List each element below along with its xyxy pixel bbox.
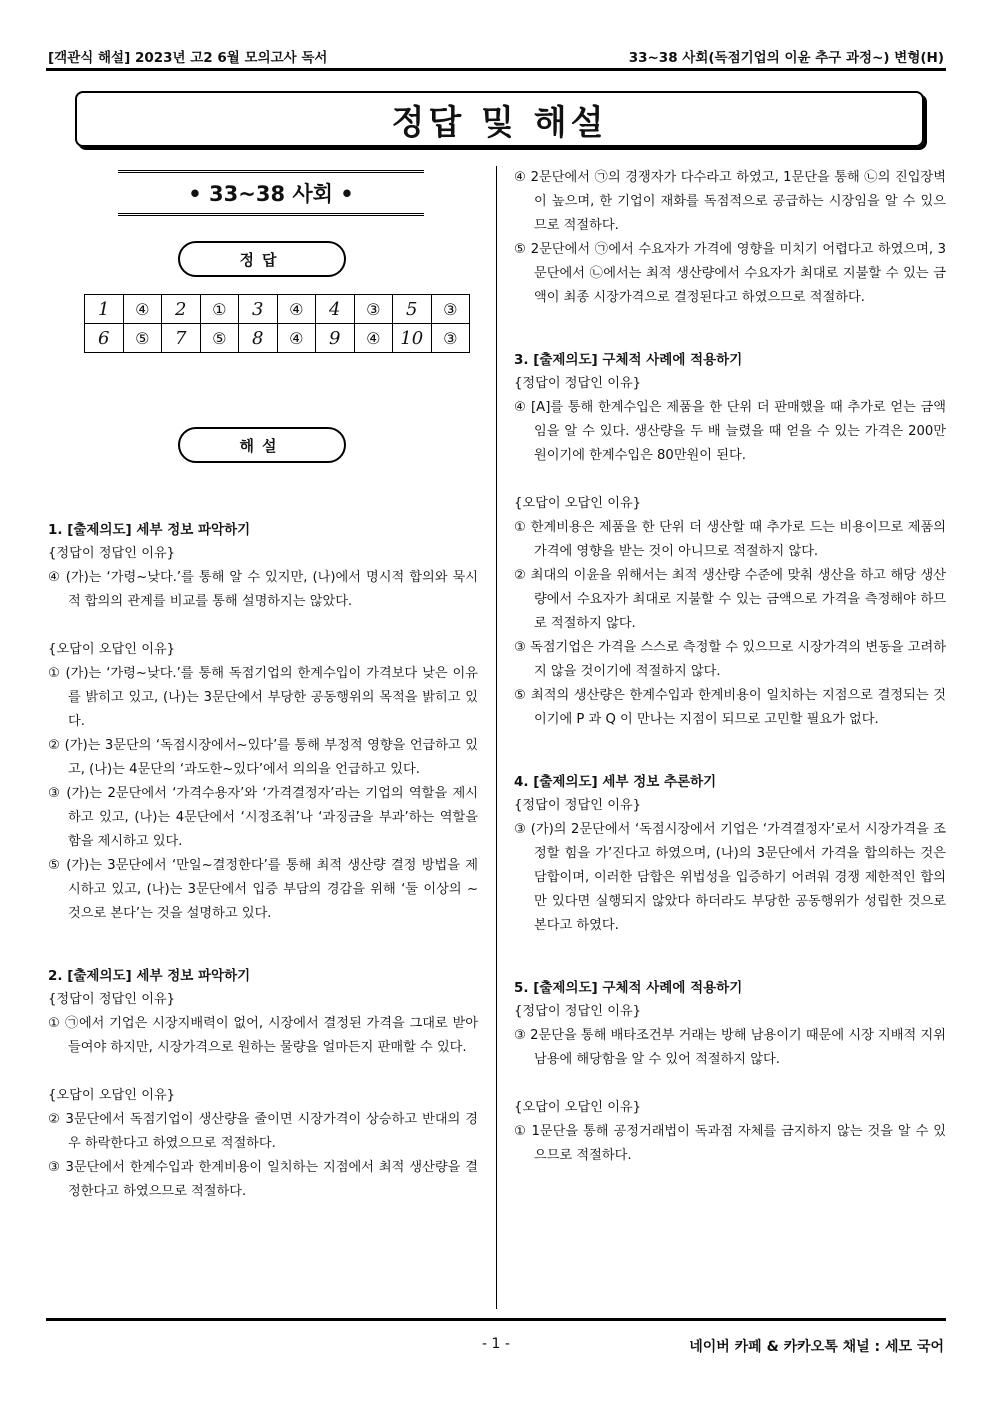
answer-number: 4 [316, 295, 355, 324]
explanation-item: ⑤ 최적의 생산량은 한계수입과 한계비용이 일치하는 지점으로 결정되는 것이기에 P 과 Q 이 만나는 지점이 되므로 고민할 필요가 없다. [514, 688, 946, 727]
explanation-item: ③ (가)는 2문단에서 ‘가격수용자’와 ‘가격결정자’라는 기업의 역할을 제시하고 있고, (나)는 4문단에서 ‘시정조취’나 ‘과징금을 부과’하는 역할을 함을 제시하고 있다. [48, 786, 478, 849]
correct-reason-label: {정답이 정답인 이유} [514, 1004, 642, 1019]
page-title: 정답 및 해설 [75, 91, 924, 147]
answer-choice: ① [200, 295, 239, 324]
answer-number: 3 [239, 295, 278, 324]
explanation-item: ④ 2문단에서 ㉠의 경쟁자가 다수라고 하였고, 1문단을 통해 ㉡의 진입장벽이 높으며, 한 기업이 재화를 독점적으로 공급하는 시장임을 알 수 있으므로 적절하다. [514, 170, 946, 233]
explanation-item: ① 1문단을 통해 공정거래법이 독과점 자체를 금지하지 않는 것을 알 수 있으므로 적절하다. [514, 1124, 946, 1163]
answer-number: 7 [162, 324, 201, 353]
answer-row [85, 295, 470, 324]
answer-choice: ⑤ [123, 324, 162, 353]
answer-choice: ③ [431, 324, 470, 353]
section-banner: • 33~38 사회 • [118, 170, 424, 216]
answer-choice: ④ [354, 324, 393, 353]
footer-channel-text: 네이버 카페 & 카카오톡 채널 : 세모 국어 [689, 1339, 944, 1355]
left-column [48, 518, 478, 1204]
answer-choice: ④ [277, 324, 316, 353]
correct-reason-label: {정답이 정답인 이유} [48, 546, 176, 561]
explanation-item: ③ 3문단에서 한계수입과 한계비용이 일치하는 지점에서 최적 생산량을 결정한다고 하였으므로 적절하다. [48, 1160, 478, 1199]
answer-number: 9 [316, 324, 355, 353]
answer-number: 6 [85, 324, 124, 353]
question-3-heading: 3. [출제의도] 구체적 사례에 적용하기 [514, 352, 743, 368]
question-5-heading: 5. [출제의도] 구체적 사례에 적용하기 [514, 980, 743, 996]
answer-choice: ③ [354, 295, 393, 324]
explanation-item: ④ [A]를 통해 한계수입은 제품을 한 단위 더 판매했을 때 추가로 얻는 금액임을 알 수 있다. 생산량을 두 배 늘렸을 때 얻을 수 있는 가격은 200만원이기에 한계수입은 80만원이 된다. [514, 400, 946, 463]
wrong-reason-label: {오답이 오답인 이유} [48, 1088, 176, 1103]
answer-table [84, 294, 470, 353]
wrong-reason-label: {오답이 오답인 이유} [514, 496, 642, 511]
right-column [514, 166, 946, 1168]
correct-reason-label: {정답이 정답인 이유} [514, 376, 642, 391]
explanation-item: ⑤ 2문단에서 ㉠에서 수요자가 가격에 영향을 미치기 어렵다고 하였으며, 3문단에서 ㉡에서는 최적 생산량에서 수요자가 최대로 지불할 수 있는 금액이 최종 시장가격으로 결정된다고 하였으므로 적절하다. [514, 242, 946, 305]
answer-choice: ④ [277, 295, 316, 324]
footer-rule [46, 1318, 946, 1321]
answer-choice: ③ [431, 295, 470, 324]
explanation-item: ③ (가)의 2문단에서 ‘독점시장에서 기업은 ‘가격결정자’로서 시장가격을 조정할 힘을 가’진다고 하였으며, (나)의 3문단에서 가격을 합의하는 것은 담합이며, 이러한 담합은 위법성을 입증하기 어려워 경쟁 제한적인 합의만 있다면 실행되지 않았다 하더라도 부당한 공동행위가 성립한 것으로 본다고 하였다. [514, 822, 946, 933]
answer-heading: 정답 [178, 241, 346, 277]
wrong-reason-label: {오답이 오답인 이유} [48, 642, 176, 657]
explanation-item: ① (가)는 ‘가령~낮다.’를 통해 독점기업의 한계수입이 가격보다 낮은 이유를 밝히고 있고, (나)는 3문단에서 부당한 공동행위의 목적을 밝히고 있다. [48, 666, 478, 729]
column-divider [496, 166, 497, 1309]
answer-number: 8 [239, 324, 278, 353]
answer-choice: ⑤ [200, 324, 239, 353]
explanation-item: ④ (가)는 ‘가령~낮다.’를 통해 알 수 있지만, (나)에서 명시적 합의와 묵시적 합의의 관계를 비교를 통해 설명하지는 않았다. [48, 570, 478, 609]
page-number: - 1 - [482, 1336, 510, 1352]
answer-row [85, 324, 470, 353]
question-1-heading: 1. [출제의도] 세부 정보 파악하기 [48, 522, 251, 538]
question-4-heading: 4. [출제의도] 세부 정보 추론하기 [514, 774, 717, 790]
answer-number: 2 [162, 295, 201, 324]
answer-choice: ④ [123, 295, 162, 324]
explanation-item: ⑤ (가)는 3문단에서 ‘만일~결정한다’를 통해 최적 생산량 결정 방법을 제시하고 있고, (나)는 3문단에서 입증 부담의 경감을 위해 ‘둘 이상의 ~ 것으로 본다’는 것을 설명하고 있다. [48, 858, 478, 921]
header-right-text: 33~38 사회(독점기업의 이윤 추구 과정~) 변형(H) [628, 50, 944, 66]
answer-number: 1 [85, 295, 124, 324]
explanation-item: ② (가)는 3문단의 ‘독점시장에서~있다’를 통해 부정적 영향을 언급하고 있고, (나)는 4문단의 ‘과도한~있다’에서 의의을 언급하고 있다. [48, 738, 478, 777]
header-rule [46, 68, 946, 71]
explanation-heading: 해설 [178, 427, 346, 463]
explanation-item: ③ 2문단을 통해 배타조건부 거래는 방해 남용이기 때문에 시장 지배적 지위 남용에 해당함을 알 수 있어 적절하지 않다. [514, 1028, 946, 1067]
correct-reason-label: {정답이 정답인 이유} [48, 992, 176, 1007]
explanation-item: ② 3문단에서 독점기업이 생산량을 줄이면 시장가격이 상승하고 반대의 경우 하락한다고 하였으므로 적절하다. [48, 1112, 478, 1151]
explanation-item: ③ 독점기업은 가격을 스스로 측정할 수 있으므로 시장가격의 변동을 고려하지 않을 것이기에 적절하지 않다. [514, 640, 946, 679]
explanation-item: ② 최대의 이윤을 위해서는 최적 생산량 수준에 맞춰 생산을 하고 해당 생산량에서 수요자가 최대로 지불할 수 있는 금액으로 가격을 측정해야 하므로 적절하지 않다. [514, 568, 946, 631]
explanation-item: ① 한계비용은 제품을 한 단위 더 생산할 때 추가로 드는 비용이므로 제품의 가격에 영향을 받는 것이 아니므로 적절하지 않다. [514, 520, 946, 559]
explanation-item: ① ㉠에서 기업은 시장지배력이 없어, 시장에서 결정된 가격을 그대로 받아들여야 하지만, 시장가격으로 원하는 물량을 얼마든지 판매할 수 있다. [48, 1016, 478, 1055]
answer-number: 10 [393, 324, 432, 353]
header-left-text: [객관식 해설] 2023년 고2 6월 모의고사 독서 [48, 50, 328, 66]
question-2-heading: 2. [출제의도] 세부 정보 파악하기 [48, 968, 251, 984]
answer-number: 5 [393, 295, 432, 324]
correct-reason-label: {정답이 정답인 이유} [514, 798, 642, 813]
wrong-reason-label: {오답이 오답인 이유} [514, 1100, 642, 1115]
